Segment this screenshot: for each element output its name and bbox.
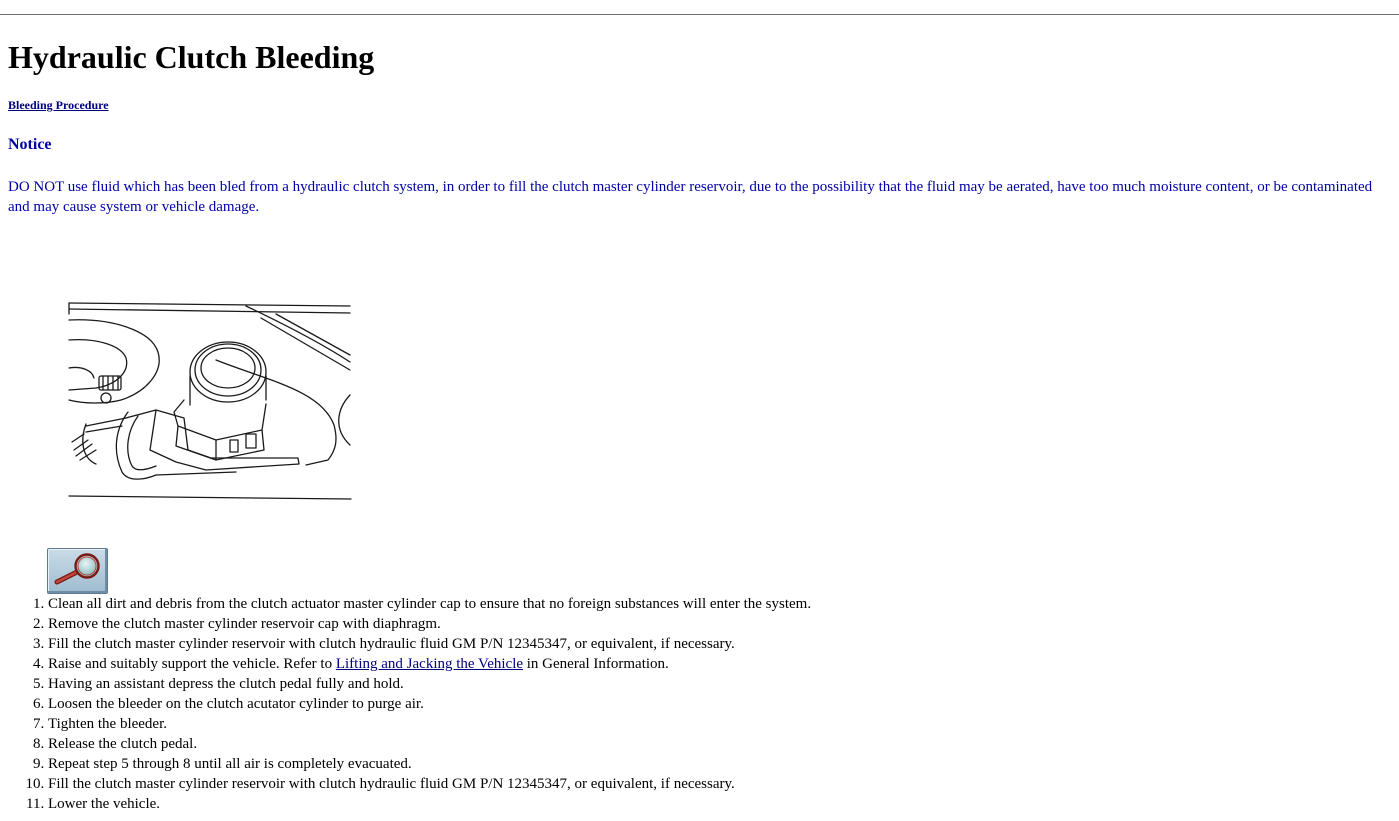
magnifier-icon	[48, 549, 109, 595]
top-divider	[0, 14, 1399, 15]
step-4-text-after: in General Information.	[523, 656, 669, 672]
notice-text: DO NOT use fluid which has been bled from a hydraulic clutch system, in order to fill the clutch master cylinder reservoir, due to the possibility that the fluid may be aerated, have too much moisture content, or be contaminated and may cause system or vehicle damage.	[8, 179, 1373, 215]
notice-heading: Notice	[8, 136, 52, 153]
zoom-image-button[interactable]	[47, 548, 108, 594]
procedure-steps	[0, 594, 1048, 814]
clutch-reservoir-illustration	[66, 300, 354, 504]
bleeding-procedure-link[interactable]: Bleeding Procedure	[8, 98, 109, 112]
step-2: 2. Remove the clutch master cylinder reservoir cap with diaphragm.	[48, 614, 1048, 634]
lifting-jacking-link[interactable]: Lifting and Jacking the Vehicle	[335, 656, 524, 672]
step-7: 7. Tighten the bleeder.	[48, 714, 1048, 734]
step-5: 5. Having an assistant depress the clutch pedal fully and hold.	[48, 674, 1048, 694]
step-4	[48, 654, 1048, 674]
page-title: Hydraulic Clutch Bleeding	[8, 39, 375, 75]
step-11: 11. Lower the vehicle.	[48, 794, 1048, 814]
step-9: 9. Repeat step 5 through 8 until all air is completely evacuated.	[48, 754, 1048, 774]
step-1: 1. Clean all dirt and debris from the clutch actuator master cylinder cap to ensure that no foreign substances will enter the system.	[48, 594, 1048, 614]
step-4-text-before: Raise and suitably support the vehicle. Refer to	[48, 656, 336, 672]
step-10: 10. Fill the clutch master cylinder reservoir with clutch hydraulic fluid GM P/N 12345347, or equivalent, if necessary.	[48, 774, 1048, 794]
step-6: 6. Loosen the bleeder on the clutch acutator cylinder to purge air.	[48, 694, 1048, 714]
step-3: 3. Fill the clutch master cylinder reservoir with clutch hydraulic fluid GM P/N 12345347, or equivalent, if necessary.	[48, 634, 1048, 654]
step-8: 8. Release the clutch pedal.	[48, 734, 1048, 754]
